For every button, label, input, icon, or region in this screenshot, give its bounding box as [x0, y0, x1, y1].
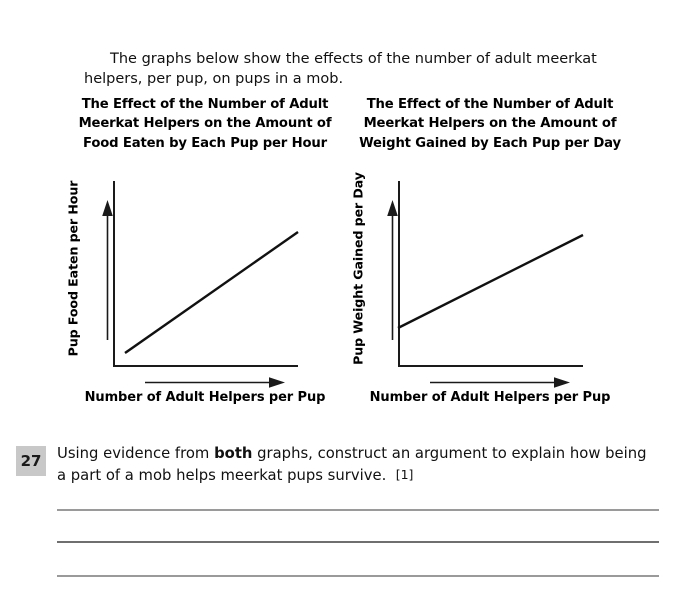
right-arrow-icon — [430, 376, 570, 389]
y-axis-label: Pup Food Eaten per Hour — [65, 180, 81, 357]
plot-area — [113, 181, 298, 367]
graph-weight-gained — [345, 92, 635, 417]
right-arrow-icon — [145, 376, 285, 389]
graph-food-eaten — [60, 92, 350, 417]
graph-title: The Effect of the Number of Adult Meerkat Helpers on the Amount of Weight Gained by Each Pup per Day — [359, 97, 621, 151]
y-axis-label: Pup Weight Gained per Day — [350, 172, 366, 365]
plot-area — [398, 181, 583, 367]
figure-two-graphs — [0, 92, 678, 417]
question-text-part-2: graphs, construct an argument to explain how being a part of a mob helps meerkat pups survive. — [57, 445, 647, 484]
question-text-emphasis: both — [214, 445, 253, 462]
trend-line — [113, 181, 298, 367]
question-row — [0, 443, 678, 489]
answer-line[interactable] — [57, 575, 659, 577]
graph-title: The Effect of the Number of Adult Meerkat Helpers on the Amount of Food Eaten by Each Pup per Hour — [78, 97, 332, 151]
intro-paragraph: The graphs below show the effects of the number of adult meerkat helpers, per pup, on pups in a mob. — [84, 50, 597, 87]
trend-line — [398, 181, 583, 367]
question-text — [57, 444, 657, 486]
marks-indicator: [1] — [395, 466, 414, 482]
answer-line[interactable] — [57, 509, 659, 511]
question-number-badge: 27 — [16, 446, 46, 476]
answer-line[interactable] — [57, 541, 659, 543]
x-axis-label: Number of Adult Helpers per Pup — [84, 390, 326, 405]
y-axis-label-group — [345, 174, 371, 374]
x-axis-label: Number of Adult Helpers per Pup — [369, 390, 611, 405]
question-text-part-1: Using evidence from — [57, 445, 215, 462]
y-axis-label-group — [60, 174, 86, 374]
